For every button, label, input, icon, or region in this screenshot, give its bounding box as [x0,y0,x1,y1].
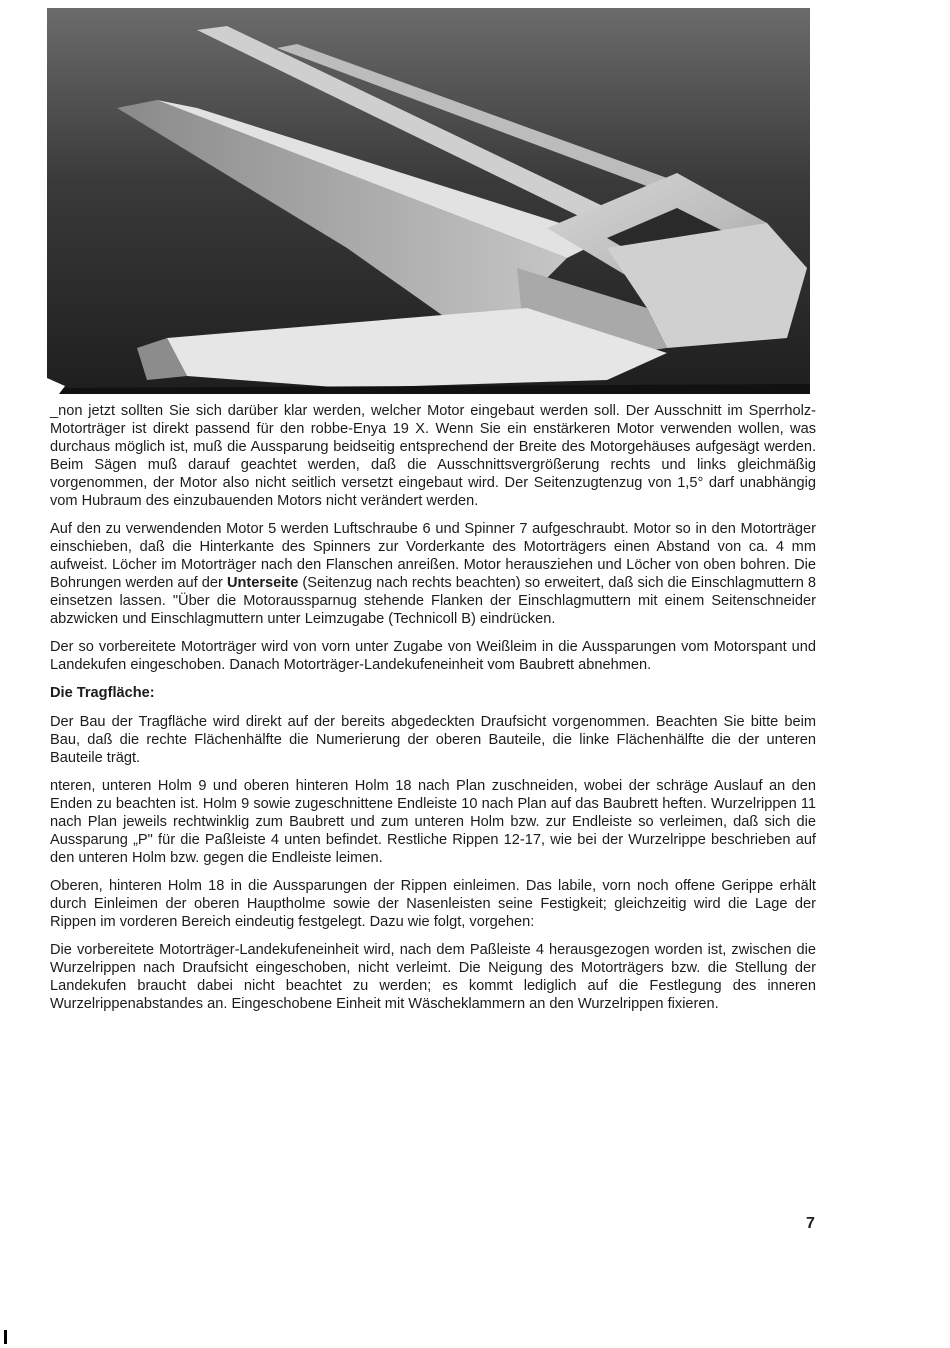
article-body [50,402,816,1013]
paragraph-motor-mounting [50,520,816,628]
paragraph-wing-intro: Der Bau der Tragfläche wird direkt auf der bereits abgedeckten Draufsicht vorgenommen. Beachten Sie bitte beim Bau, daß die rechte Flächenhälfte die Numerierung der oberen Bauteile, die linke Flächenhälfte die der unteren Bauteile trägt. [50,714,816,766]
paragraph-motor-selection: _non jetzt sollten Sie sich darüber klar werden, welcher Motor eingebaut werden soll. Der Ausschnitt im Sperrholz-Motorträger ist direkt passend für den robbe-Enya 19 X. Wenn Sie ein enstärkeren Motor verwenden wollen, was durchaus möglich ist, muß die Aussparung beidseitig entsprechend der Breite des Motorgehäuses aufgesägt werden. Beim Sägen muß darauf geachtet werden, daß die Ausschnittsvergrößerung rechts und links gleichmäßig vorgenommen, der Motor also nicht seitlich versetzt eingebaut wird. Der Seitenzugtenzug von 1,5° darf unabhängig vom Hubraum des einzubauenden Motors nicht verändert werden. [50,403,816,509]
section-heading-wing: Die Tragfläche: [50,685,155,701]
paragraph-upper-spar: Oberen, hinteren Holm 18 in die Aussparungen der Rippen einleimen. Das labile, vorn noch offene Gerippe erhält durch Einleimen der oberen Hauptholme sowie der Nasenleisten seine Festigkeit; gleichzeitig wird die Lage der Rippen im vorderen Bereich eindeutig festgelegt. Dazu wie folgt, vorgehen: [50,878,816,930]
left-margin-mark [4,1330,7,1344]
paragraph-carrier-fixing: Die vorbereitete Motorträger-Landekufeneinheit wird, nach dem Paßleiste 4 herausgezogen worden ist, zwischen die Wurzelrippen nach Draufsicht eingeschoben, nicht verleimt. Die Neigung des Motorträgers bzw. die Stellung der Landekufen braucht dabei nicht beachtet zu werden; es kommt lediglich auf die Festlegung des inneren Wurzelrippenabstandes an. Eingeschobene Einheit mit Wäscheklammern an den Wurzelrippen fixieren. [50,942,816,1012]
paragraph-motor-mounting-part2: (Seitenzug nach rechts beachten) so erweitert, daß sich die Einschlagmuttern 8 einsetzen lassen. "Über die Motoraussparnug stehende Flanken der Einschlagmuttern mit einem Seitenschneider abzwicken und Einschlagmuttern unter Leimzugabe (Technicoll B) eindrücken. [50,575,816,627]
emphasis-unterseite: Unterseite [226,575,299,591]
paragraph-motor-mounting-part1: Auf den zu verwendenden Motor 5 werden Luftschraube 6 und Spinner 7 aufgeschraubt. Motor so in den Motorträger einschieben, daß die Hinterkante des Spinners zur Vorderkante des Motorträgers einen Abstand von ca. 4 mm aufweist. Löcher im Motorträger nach den Flanschen anreißen. Motor herausziehen und Löcher von oben bohren. Die Bohrungen werden auf der [50,521,816,591]
paragraph-motor-carrier-insertion: Der so vorbereitete Motorträger wird von vorn unter Zugabe von Weißleim in die Aussparungen vom Motorspant und Landekufen eingeschoben. Danach Motorträger-Landekufeneinheit vom Baubrett abnehmen. [50,639,816,673]
motor-mount-photo [47,8,810,394]
paragraph-spars-ribs: nteren, unteren Holm 9 und oberen hinteren Holm 18 nach Plan zuschneiden, wobei der schräge Auslauf an den Enden zu beachten ist. Holm 9 sowie zugeschnittene Endleiste 10 nach Plan auf das Baubrett heften. Wurzelrippen 11 nach Plan jeweils rechtwinklig zum Baubrett und zum unteren Holm bzw. zur Endleiste so verleimen, daß sich die Aussparung „P" für die Paßleiste 4 unten befindet. Restliche Rippen 12-17, wie bei der Wurzelrippe beschrieben auf den unteren Holm bzw. gegen die Endleiste leimen. [50,778,816,866]
page-number: 7 [806,1215,815,1232]
